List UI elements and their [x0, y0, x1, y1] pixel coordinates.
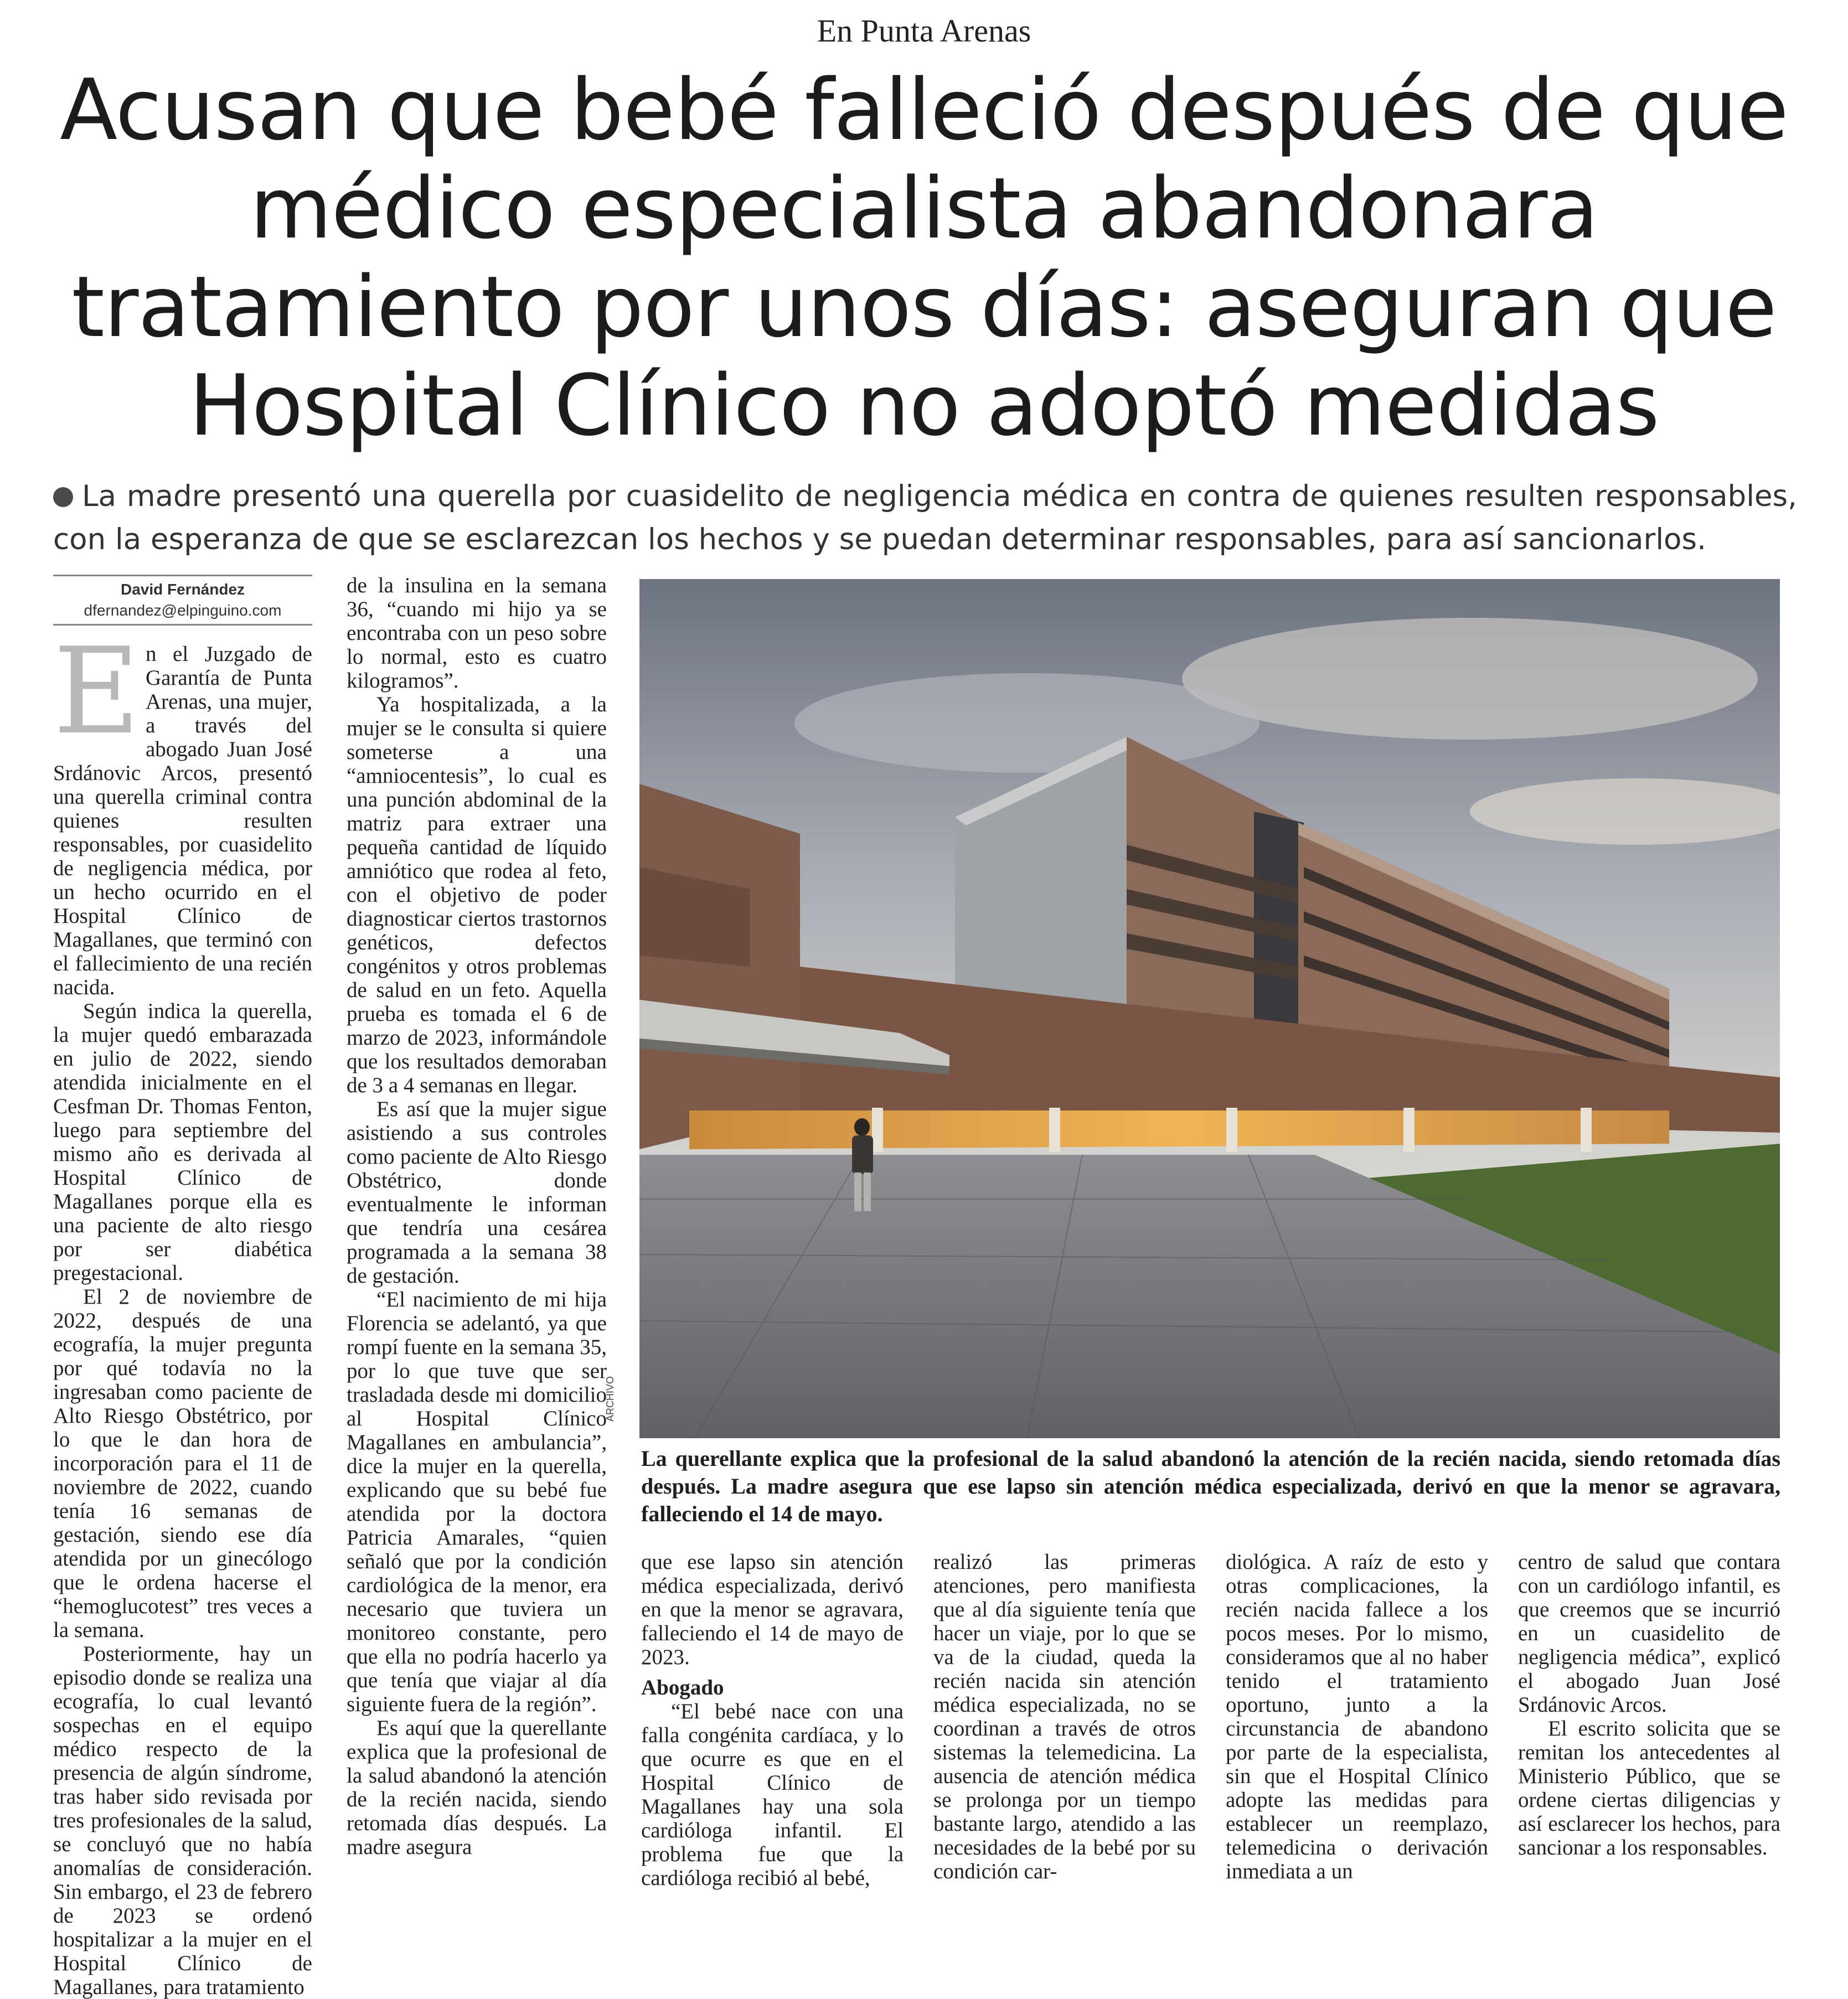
paragraph: Es aquí que la querellante explica que la profesional de la salud abandonó la atención de la recién nacida, siendo retomada días después. La madre asegura: [347, 1716, 607, 1859]
paragraph: diológica. A raíz de esto y otras complicaciones, la recién nacida fallece a los pocos meses. Por lo mismo, consideramos que al no haber tenido el tratamiento oportuno, junto a la circunstancia de abandono por parte de la especialista, sin que el Hospital Clínico adopte las medidas para establecer un reemplazo, telemedicina o derivación inmediata a un: [1226, 1550, 1488, 1883]
paragraph: El escrito solicita que se remitan los antecedentes al Ministerio Público, que se ordene ciertas diligencias y así esclarecer los hechos, para sancionar a los responsables.: [1518, 1717, 1780, 1859]
subhead: [53, 475, 1797, 561]
column-5: [1226, 1550, 1488, 1883]
paragraph: centro de salud que contara con un cardiólogo infantil, es que creemos que se incurrió en un cuasidelito de negligencia médica”, explicó el abogado Juan José Srdánovic Arcos.: [1518, 1550, 1780, 1717]
section-heading: Abogado: [641, 1676, 724, 1700]
paragraph: que ese lapso sin atención médica especializada, derivó en que la menor se agravara, falleciendo el 14 de mayo de 2023.: [641, 1550, 904, 1669]
paragraph: Según indica la querella, la mujer quedó embarazada en julio de 2022, siendo atendida inicialmente en el Cesfman Dr. Thomas Fenton, luego para septiembre del mismo año es derivada al Hospital Clínico de Magallanes porque ella es una paciente de alto riesgo por ser diabética pregestacional.: [53, 999, 312, 1285]
paragraph: “El bebé nace con una falla congénita cardíaca, y lo que ocurre es que en el Hospital Clínico de Magallanes hay una sola cardióloga infantil. El problema fue que la cardióloga recibió al bebé,: [641, 1700, 904, 1890]
subhead-text: La madre presentó una querella por cuasidelito de negligencia médica en contra de quienes resulten responsables, con la esperanza de que se esclarezcan los hechos y se puedan determinar responsables, para así sancionarlos.: [53, 479, 1797, 556]
bullet-icon: [53, 487, 73, 507]
column-6: [1518, 1550, 1780, 1859]
headline: Acusan que bebé falleció después de que médico especialista abandonara tratamiento por unos días: aseguran que Hospital Clínico no adoptó medidas: [60, 61, 1788, 454]
paragraph: Posteriormente, hay un episodio donde se realiza una ecografía, lo cual levantó sospechas en el equipo médico respecto de la presencia de algún síndrome, tras haber sido revisada por tres profesionales de la salud, se concluyó que no había anomalías de consideración. Sin embargo, el 23 de febrero de 2023 se ordenó hospitalizar a la mujer en el Hospital Clínico de Magallanes, para tratamiento: [53, 1642, 312, 1999]
hospital-photo: [639, 579, 1780, 1438]
byline: [53, 575, 312, 626]
column-3: [641, 1550, 904, 1890]
column-2: [347, 574, 607, 1859]
column-4: [933, 1550, 1196, 1883]
paragraph: de la insulina en la semana 36, “cuando mi hijo ya se encontraba con un peso sobre lo normal, esto es cuatro kilogramos”.: [347, 574, 607, 693]
paragraph: “El nacimiento de mi hija Florencia se adelantó, ya que rompí fuente en la semana 35, por lo que tuve que ser trasladada desde mi domicilio al Hospital Clínico Magallanes en ambulancia”, dice la mujer en la querella, explicando que su bebé fue atendida por la doctora Patricia Amarales, “quien señaló que por la condición cardiológica de la menor, era necesario que tuviera un monitoreo constante, pero que ella no podría hacerlo ya que tenía que viajar al día siguiente fuera de la región”.: [347, 1288, 607, 1716]
kicker: En Punta Arenas: [817, 13, 1031, 49]
author-name: David Fernández: [120, 581, 245, 598]
paragraph: Ya hospitalizada, a la mujer se le consulta si quiere someterse a una “amniocentesis”, lo cual es una punción abdominal de la matriz para extraer una pequeña cantidad de líquido amniótico que rodea al feto, con el objetivo de poder diagnosticar ciertos trastornos genéticos, defectos congénitos y otros problemas de salud en un feto. Aquella prueba es tomada el 6 de marzo de 2023, informándole que los resultados demoraban de 3 a 4 semanas en llegar.: [347, 693, 607, 1097]
author-email[interactable]: dfernandez@elpinguino.com: [84, 602, 282, 619]
paragraph: Es así que la mujer sigue asistiendo a sus controles como paciente de Alto Riesgo Obstétrico, donde eventualmente le informan que tendría una cesárea programada a la semana 38 de gestación.: [347, 1097, 607, 1288]
paragraph: El 2 de noviembre de 2022, después de una ecografía, la mujer pregunta por qué todavía no la ingresaban como paciente de Alto Riesgo Obstétrico, por lo que le dan hora de incorporación para el 11 de noviembre de 2022, cuando tenía 16 semanas de gestación, siendo ese día atendida por un ginecólogo que le ordena hacerse el “hemoglucotest” tres veces a la semana.: [53, 1285, 312, 1642]
photo-credit: ARCHIVO: [605, 1376, 616, 1422]
photo-caption: La querellante explica que la profesional de la salud abandonó la atención de la recién nacida, siendo retomada días después. La madre asegura que ese lapso sin atención médica especializada, derivó en que la menor se agravara, falleciendo el 14 de mayo.: [641, 1446, 1780, 1526]
paragraph: realizó las primeras atenciones, pero manifiesta que al día siguiente tenía que hacer un viaje, por lo que se va de la ciudad, queda la recién nacida sin atención médica especializada, no se coordinan a través de otros sistemas la telemedicina. La ausencia de atención médica se prolonga por un tiempo bastante largo, atendido a las necesidades de la bebé por su condición car-: [933, 1550, 1196, 1883]
drop-cap: E: [53, 622, 140, 761]
paragraph: En el Juzgado de Garantía de Punta Arenas, una mujer, a través del abogado Juan José Srdánovic Arcos, presentó una querella criminal contra quienes resulten responsables, por cuasidelito de negligencia médica, por un hecho ocurrido en el Hospital Clínico de Magallanes, que terminó con el fallecimiento de una recién nacida.: [53, 622, 312, 999]
column-1: [53, 622, 312, 1999]
